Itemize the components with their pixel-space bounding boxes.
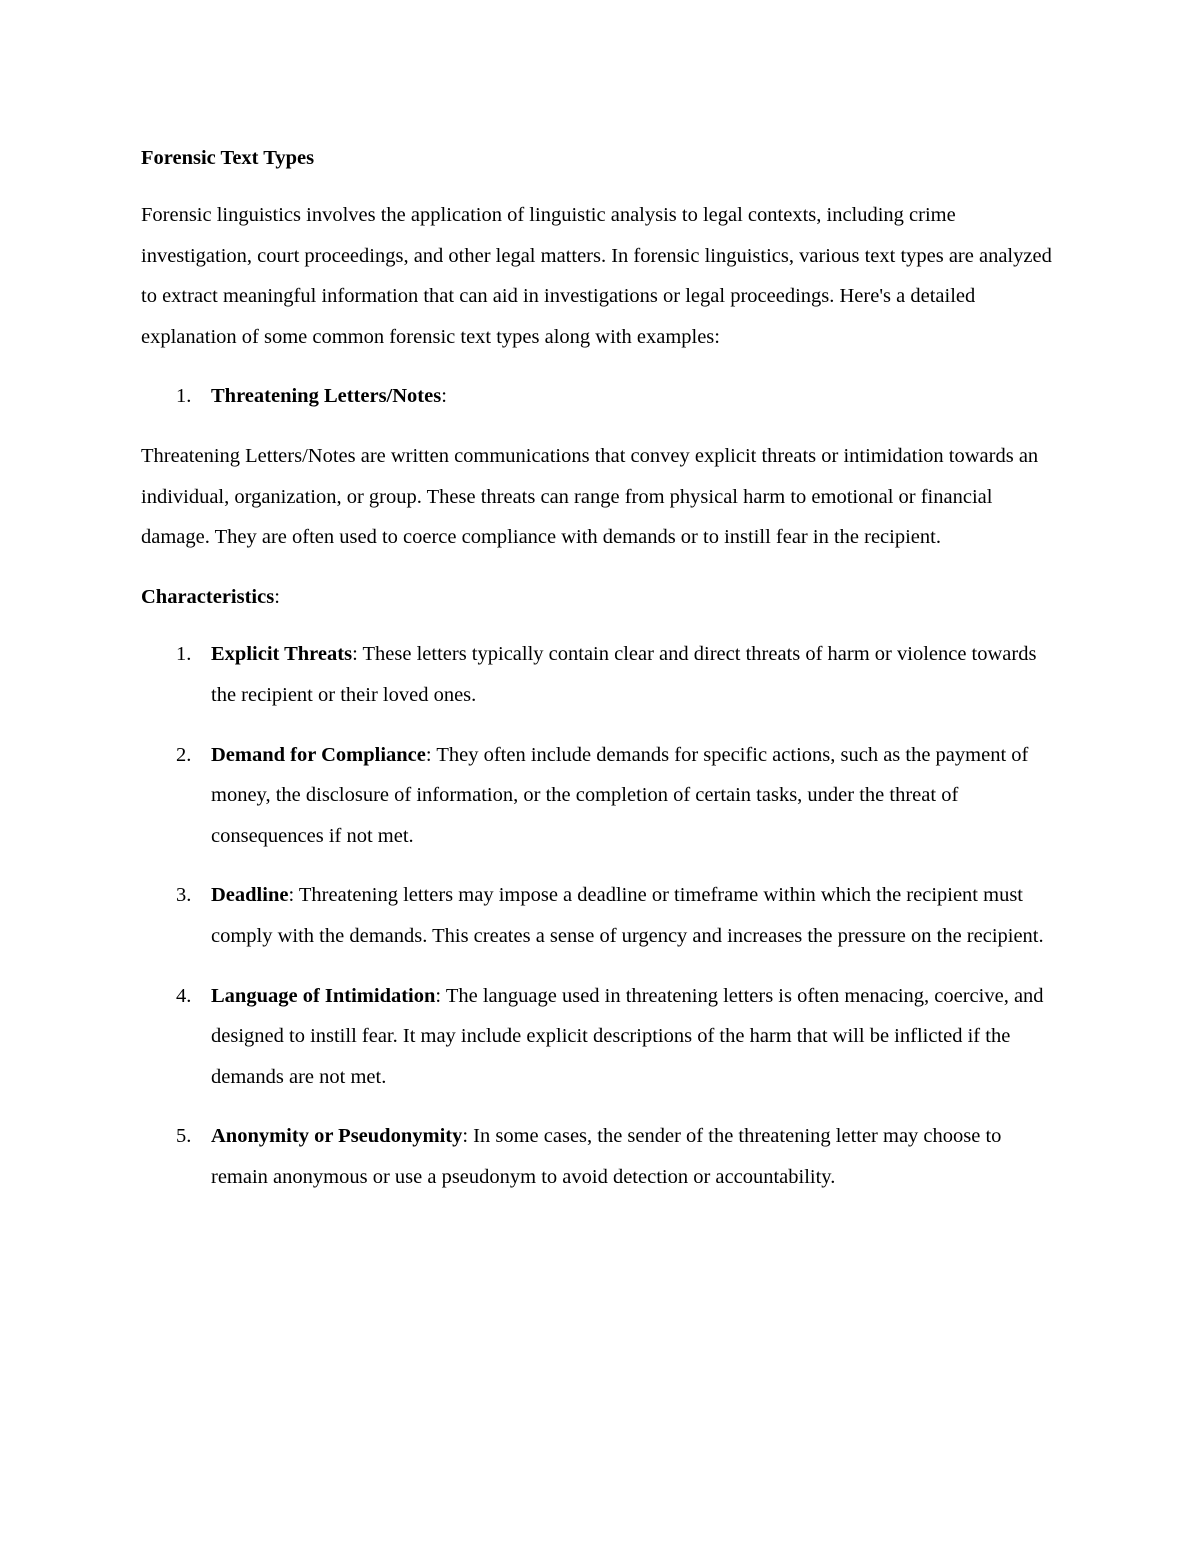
list-item-text: : They often include demands for specific actions, such as the payment of money, the disclosure of information, or the completion of certain tasks, under the threat of consequences if not met. xyxy=(211,743,1029,847)
list-item-text: : In some cases, the sender of the threatening letter may choose to remain anonymous or use a pseudonym to avoid detection or accountability. xyxy=(211,1125,1002,1188)
list-item-number: 1. xyxy=(176,643,192,666)
characteristics-heading-line xyxy=(141,577,1061,618)
list-item-number: 4. xyxy=(176,984,192,1007)
list-item xyxy=(141,634,1061,715)
list-item xyxy=(141,875,1061,956)
section-description: Threatening Letters/Notes are written communications that convey explicit threats or intimidation towards an individual, organization, or group. These threats can range from physical harm to emotional or financial damage. They are often used to coerce compliance with demands or to instill fear in the recipient. xyxy=(141,444,1039,549)
list-item xyxy=(141,735,1061,857)
document-page xyxy=(141,138,1061,1216)
list-item-text: : The language used in threatening letters is often menacing, coercive, and designed to instill fear. It may include explicit descriptions of the harm that will be inflicted if the demands are not met. xyxy=(211,984,1044,1088)
section-label: Threatening Letters/Notes xyxy=(211,385,442,408)
section-colon: : xyxy=(441,385,447,408)
section-heading-item xyxy=(141,376,1061,417)
intro-paragraph: Forensic linguistics involves the application of linguistic analysis to legal contexts, including crime investigation, court proceedings, and other legal matters. In forensic linguistics, various text types are analyzed to extract meaningful information that can aid in investigations or legal proceedings. Here's a detailed explanation of some common forensic text types along with examples: xyxy=(141,204,1052,348)
list-item-number: 2. xyxy=(176,743,192,766)
list-item-term: Language of Intimidation xyxy=(211,984,436,1007)
list-item xyxy=(141,1116,1061,1197)
list-item-text: : These letters typically contain clear and direct threats of harm or violence towards the recipient or their loved ones. xyxy=(211,643,1037,706)
list-item xyxy=(141,976,1061,1098)
list-item-text: : Threatening letters may impose a deadline or timeframe within which the recipient must comply with the demands. This creates a sense of urgency and increases the pressure on the recipient. xyxy=(211,884,1044,947)
characteristics-heading: Characteristics xyxy=(141,585,275,608)
list-item-term: Deadline xyxy=(211,884,289,907)
list-item-term: Anonymity or Pseudonymity xyxy=(211,1125,463,1148)
list-item-term: Demand for Compliance xyxy=(211,743,426,766)
list-item-number: 5. xyxy=(176,1125,192,1148)
document-title: Forensic Text Types xyxy=(141,147,315,169)
section-number: 1. xyxy=(176,385,192,408)
list-item-number: 3. xyxy=(176,884,192,907)
characteristics-colon: : xyxy=(274,585,280,608)
list-item-term: Explicit Threats xyxy=(211,643,353,666)
